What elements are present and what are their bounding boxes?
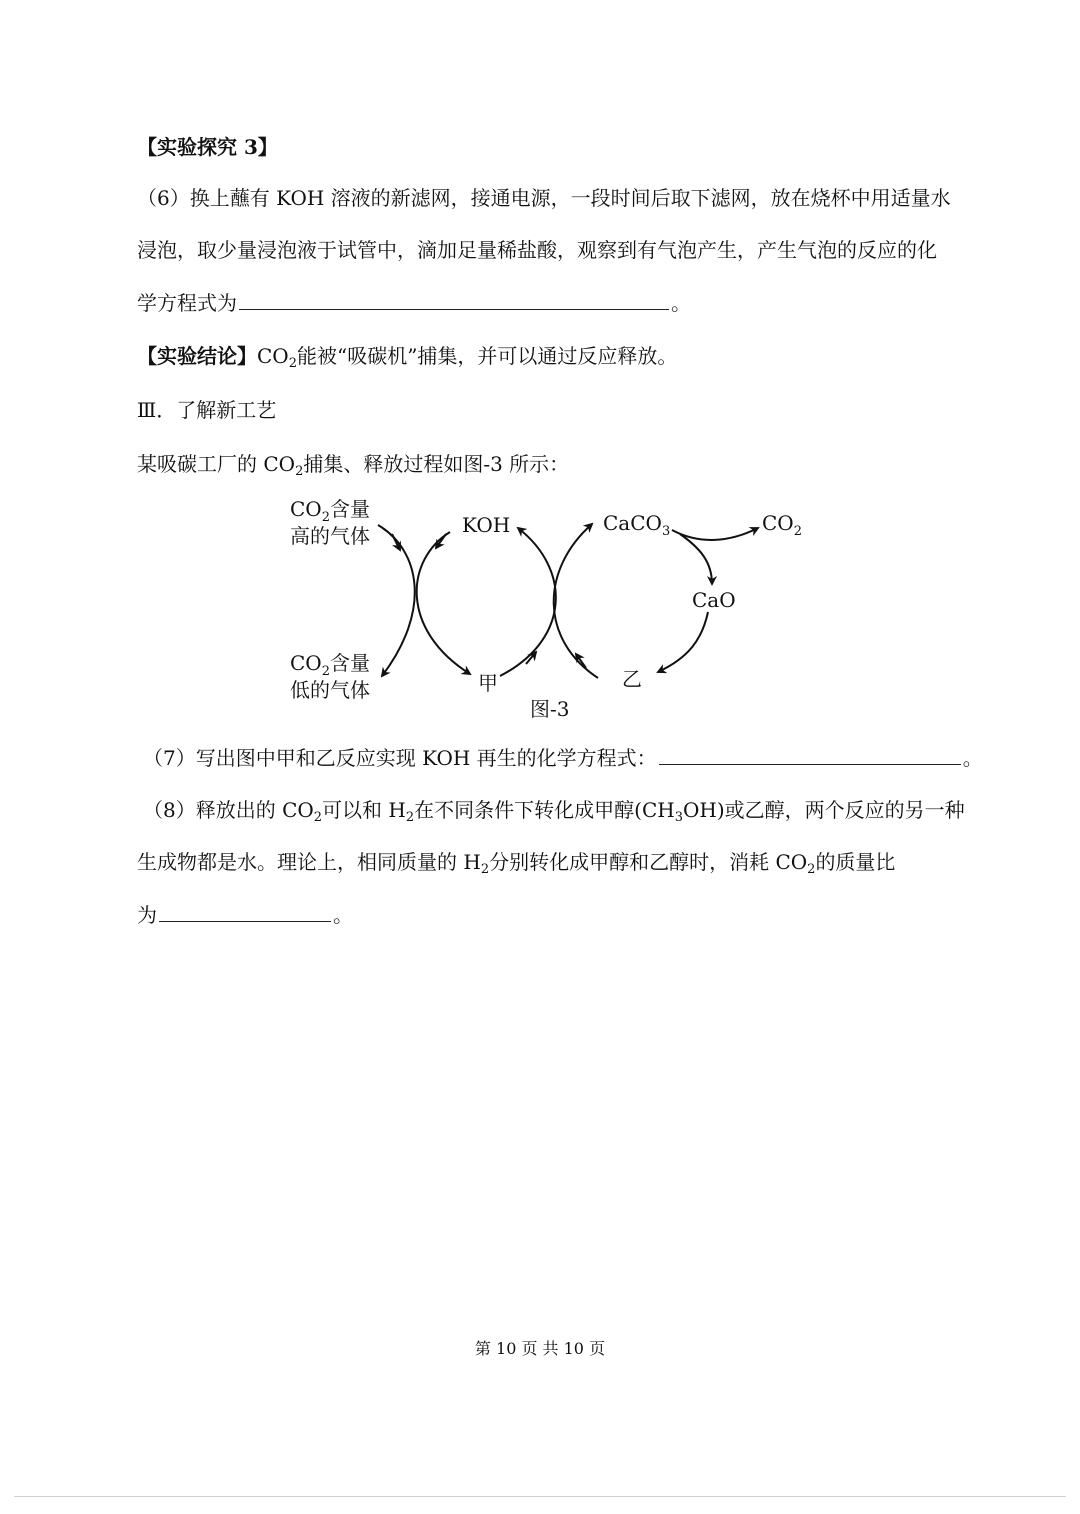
q6-line3-text: 学方程式为 <box>137 291 237 315</box>
intro-text-a: 某吸碳工厂的 CO <box>137 452 296 476</box>
label-yi: 乙 <box>622 667 642 691</box>
q7-text: （7）写出图中甲和乙反应实现 KOH 再生的化学方程式： <box>143 746 657 770</box>
q7-line <box>143 744 983 772</box>
label-jia: 甲 <box>478 671 498 695</box>
intro-text-b: 捕集、释放过程如图-3 所示： <box>303 452 570 476</box>
q8-line1-sub1: 2 <box>313 810 323 825</box>
label-co2: $CO_2$ <box>762 511 802 539</box>
q8-line2-c: 的质量比 <box>815 850 896 874</box>
q7-end: 。 <box>962 746 983 770</box>
q8-line1-sub3: 3 <box>674 810 683 825</box>
q8-line2-a: 生成物都是水。理论上，相同质量的 H <box>137 850 481 874</box>
q8-line1-d: OH)或乙醇，两个反应的另一种 <box>682 798 965 822</box>
conclusion-co2: CO <box>257 344 289 368</box>
label-cao: CaO <box>692 588 736 612</box>
part3-title: Ⅲ．了解新工艺 <box>137 398 277 422</box>
q6-line2: 浸泡，取少量浸泡液于试管中，滴加足量稀盐酸，观察到有气泡产生，产生气泡的反应的化 <box>137 238 937 262</box>
q8-line3 <box>137 901 353 929</box>
q6-end: 。 <box>671 291 691 315</box>
part3-intro <box>137 450 569 478</box>
section-heading: 【实验探究 3】 <box>137 135 278 159</box>
label-high-co2-line2: 高的气体 <box>290 524 370 548</box>
cycle-diagram <box>0 490 1080 730</box>
q8-line2 <box>137 848 895 876</box>
arc-gas-flow <box>378 525 415 676</box>
figure-caption: 图-3 <box>530 697 570 721</box>
page-footer: 第 10 页 共 10 页 <box>474 1339 606 1358</box>
q8-line3-text: 为 <box>137 903 157 927</box>
arrow-cao-to-yi <box>658 612 708 672</box>
q8-end: 。 <box>333 903 353 927</box>
q8-answer-blank[interactable] <box>159 901 331 922</box>
label-low-co2-line1: $CO_2$含量 <box>290 651 370 679</box>
q6-line1: （6）换上蘸有 KOH 溶液的新滤网，接通电源，一段时间后取下滤网，放在烧杯中用适量水 <box>137 186 951 210</box>
label-koh: KOH <box>462 513 511 537</box>
label-caco3: CaCO$_3$ <box>603 511 671 539</box>
q8-line1-b: 可以和 H <box>322 798 406 822</box>
intro-sub: 2 <box>295 464 304 479</box>
arc-jia-to-koh <box>500 528 556 676</box>
bottom-edge-line <box>14 1496 1066 1497</box>
q8-line2-sub2: 2 <box>807 862 816 877</box>
arrow-caco3-to-cao <box>680 534 712 584</box>
q6-line3 <box>137 289 691 317</box>
label-low-co2-line2: 低的气体 <box>290 678 370 702</box>
arc-koh-to-jia <box>417 532 470 674</box>
q8-line1-a: （8）释放出的 CO <box>143 798 314 822</box>
conclusion-text: 能被“吸碳机”捕集，并可以通过反应释放。 <box>296 344 678 368</box>
q7-answer-blank[interactable] <box>659 744 961 765</box>
q8-line1 <box>143 796 965 824</box>
conclusion-line <box>137 342 677 370</box>
q8-line1-sub2: 2 <box>405 810 415 825</box>
q8-line1-c: 在不同条件下转化成甲醇(CH <box>414 798 675 822</box>
q6-answer-blank[interactable] <box>239 289 669 310</box>
q8-line2-b: 分别转化成甲醇和乙醇时，消耗 CO <box>489 850 808 874</box>
conclusion-label: 【实验结论】 <box>137 344 257 368</box>
q8-line2-sub1: 2 <box>480 862 490 877</box>
label-high-co2-line1: $CO_2$含量 <box>290 497 370 525</box>
conclusion-co2-sub: 2 <box>288 356 297 371</box>
